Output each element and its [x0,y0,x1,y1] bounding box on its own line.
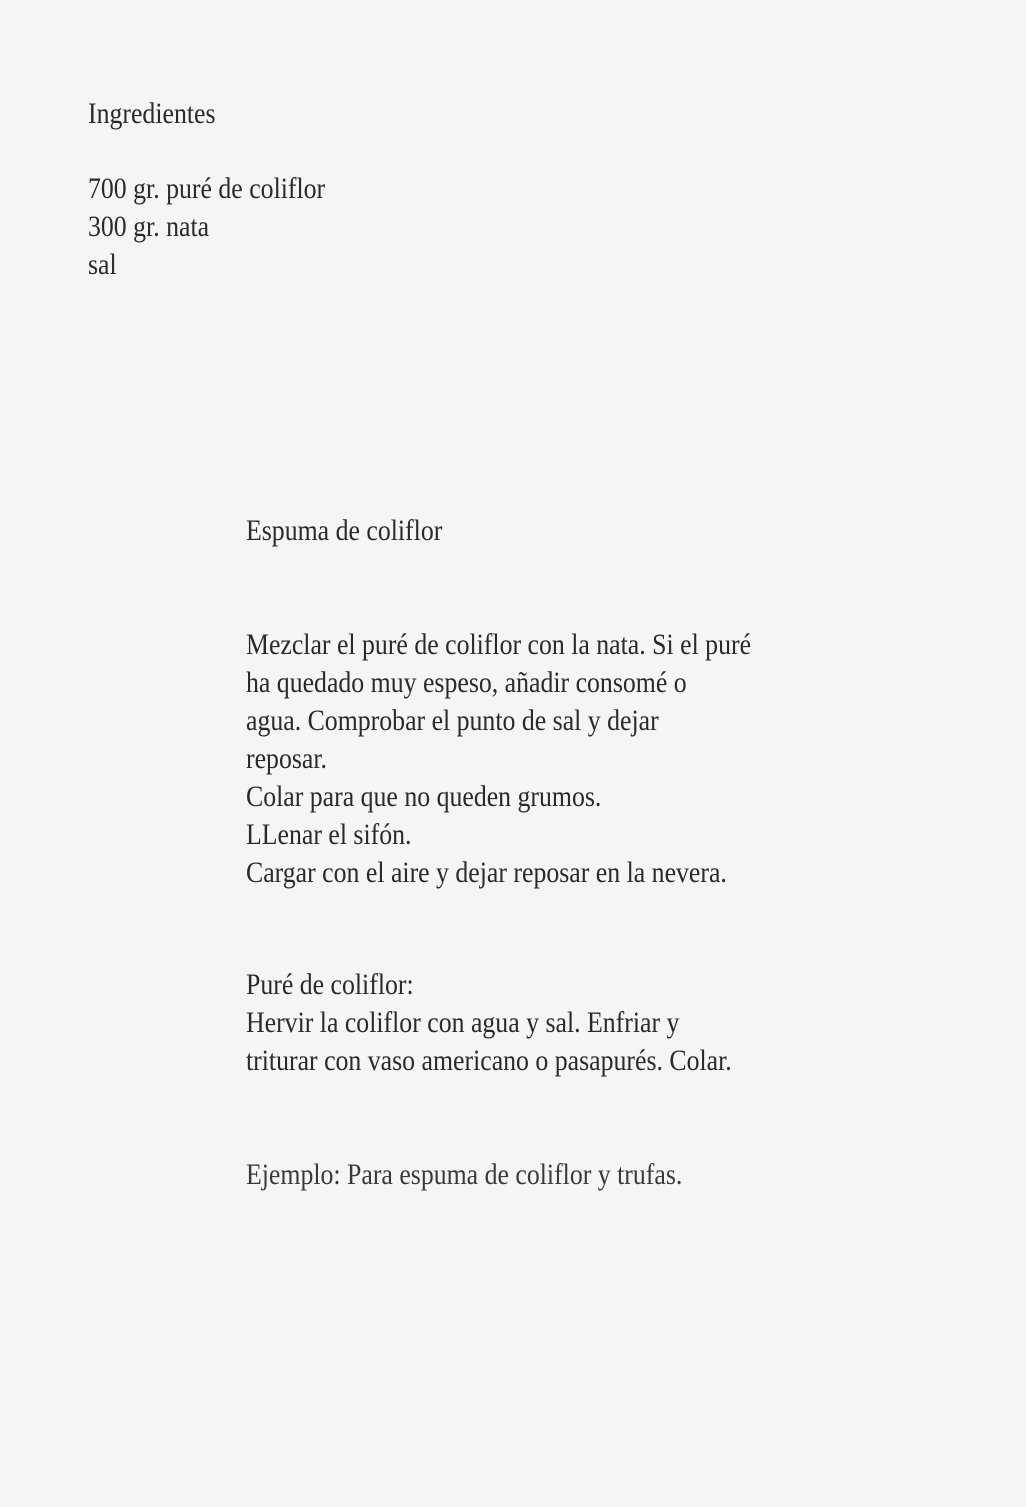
instruction-line: reposar. [246,742,327,775]
instruction-line: LLenar el sifón. [246,818,412,851]
instruction-line: Colar para que no queden grumos. [246,780,602,813]
example-note: Ejemplo: Para espuma de coliflor y trufas. [246,1158,683,1191]
pure-instruction-line: Hervir la coliflor con agua y sal. Enfriar y [246,1006,680,1039]
recipe-title: Espuma de coliflor [246,514,443,547]
pure-instruction-line: triturar con vaso americano o pasapurés. Colar. [246,1044,732,1077]
instruction-line: Mezclar el puré de coliflor con la nata. Si el puré [246,628,752,661]
instruction-line: agua. Comprobar el punto de sal y dejar [246,704,659,737]
instruction-line: ha quedado muy espeso, añadir consomé o [246,666,687,699]
instruction-line: Cargar con el aire y dejar reposar en la nevera. [246,856,727,889]
pure-heading: Puré de coliflor: [246,968,414,1001]
ingredient-item: 700 gr. puré de coliflor [88,172,326,205]
ingredient-item: 300 gr. nata [88,210,210,243]
ingredients-heading: Ingredientes [88,97,216,130]
ingredient-item: sal [88,248,117,281]
